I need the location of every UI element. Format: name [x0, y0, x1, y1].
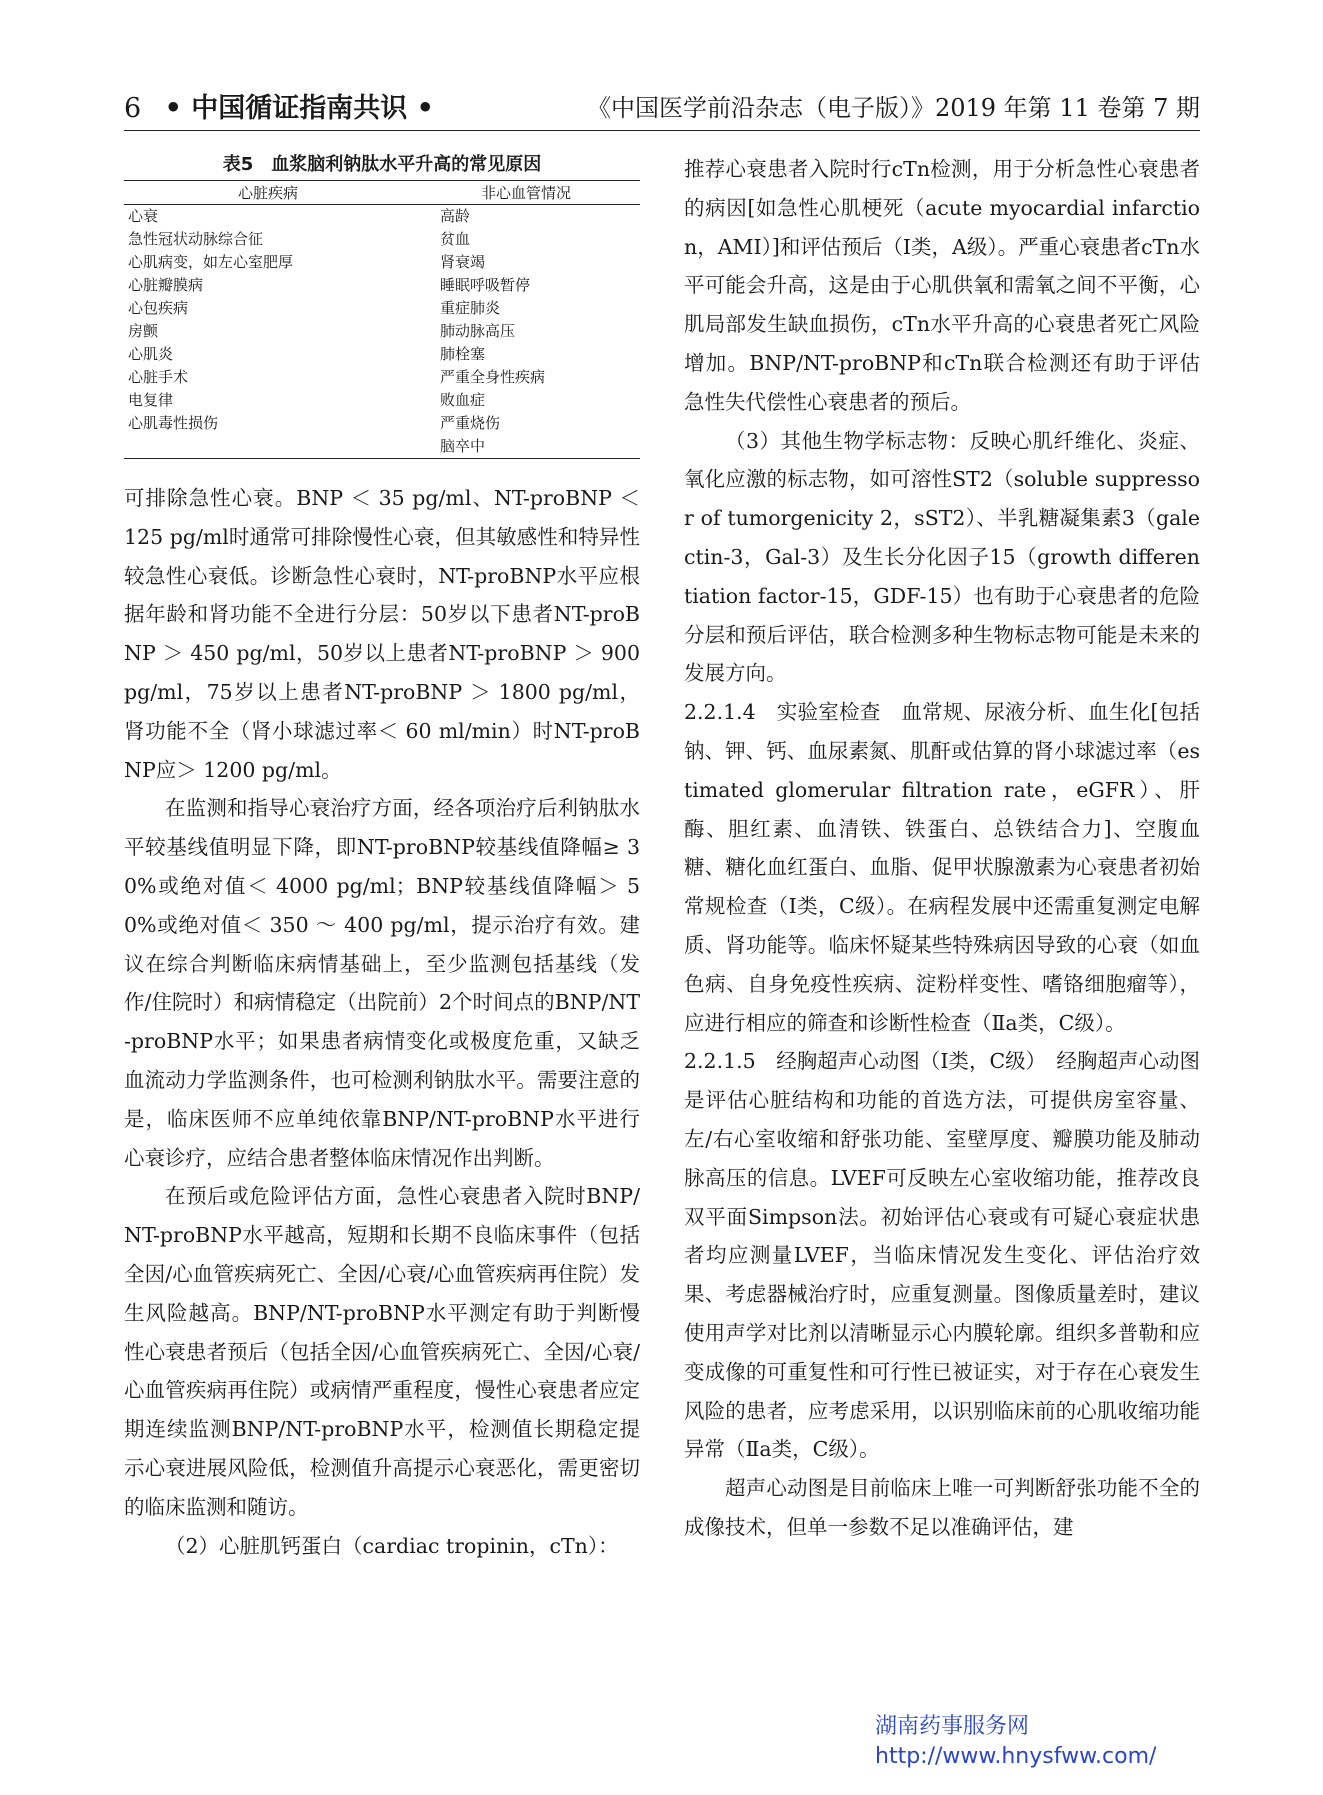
watermark-url: http://www.hnysfww.com/ [875, 1744, 1157, 1769]
page-header [124, 86, 1200, 126]
table-cell: 心脏手术 [128, 368, 189, 386]
body-paragraph: 推荐心衰患者入院时行cTn检测，用于分析急性心衰患者的病因[如急性心肌梗死（acute myocardial infarction，AMI）]和评估预后（Ⅰ类，A级）。严重心衰患者cTn水平可能会升高，这是由于心肌供氧和需氧之间不平衡，心肌局部发生缺血损伤，cTn水平升高的心衰患者死亡风险增加。BNP/NT-proBNP和cTn联合检测还有助于评估急性失代偿性心衰患者的预后。 [684, 157, 1200, 414]
table-row [124, 435, 640, 459]
table-header-cardiac: 心脏疾病 [124, 181, 412, 205]
table-row [124, 251, 640, 274]
table-cell: 心肌病变，如左心室肥厚 [128, 253, 294, 271]
body-paragraph: 在预后或危险评估方面，急性心衰患者入院时BNP/NT-proBNP水平越高，短期和长期不良临床事件（包括全因/心血管疾病死亡、全因/心衰/心血管疾病再住院）发生风险越高。BNP/NT-proBNP水平测定有助于判断慢性心衰患者预后（包括全因/心血管疾病死亡、全因/心衰/心血管疾病再住院）或病情严重程度，慢性心衰患者应定期连续监测BNP/NT-proBNP水平，检测值长期稳定提示心衰进展风险低，检测值升高提示心衰恶化，需更密切的临床监测和随访。 [124, 1184, 640, 1519]
table-cell: 严重全身性疾病 [439, 368, 545, 386]
table-cell: 心脏瓣膜病 [128, 276, 204, 294]
header-rule [124, 130, 1200, 131]
table-cell: 急性冠状动脉综合征 [128, 230, 264, 248]
table-row [124, 274, 640, 297]
series-title: • 中国循证指南共识 • [164, 93, 434, 124]
table-cell: 心包疾病 [128, 299, 189, 317]
table-cell: 肾衰竭 [439, 253, 485, 271]
table-row [124, 343, 640, 366]
page-number: 6 [124, 93, 142, 124]
left-column [124, 150, 640, 1565]
table-cell: 肺栓塞 [439, 345, 485, 363]
table-cell: 房颤 [128, 322, 159, 340]
journal-citation: 《中国医学前沿杂志（电子版）》2019 年第 11 卷第 7 期 [586, 94, 1200, 122]
table-cell: 贫血 [439, 230, 470, 248]
table-cell [124, 435, 412, 459]
table-row [124, 389, 640, 412]
section-2-2-1-5: 2.2.1.5 经胸超声心动图（Ⅰ类，C级） 经胸超声心动图是评估心脏结构和功能的首选方法，可提供房室容量、左/右心室收缩和舒张功能、室壁厚度、瓣膜功能及肺动脉高压的信息。LVEF可反映左心室收缩功能，推荐改良双平面Simpson法。初始评估心衰或有可疑心衰症状患者均应测量LVEF，当临床情况发生变化、评估治疗效果、考虑器械治疗时，应重复测量。图像质量差时，建议使用声学对比剂以清晰显示心内膜轮廓。组织多普勒和应变成像的可重复性和可行性已被证实，对于存在心衰发生风险的患者，应考虑采用，以识别临床前的心肌收缩功能异常（Ⅱa类，C级）。 [684, 1049, 1200, 1462]
table-cell: 心衰 [128, 207, 159, 225]
body-paragraph: 在监测和指导心衰治疗方面，经各项治疗后利钠肽水平较基线值明显下降，即NT-proBNP较基线值降幅≥ 30%或绝对值＜ 4000 pg/ml；BNP较基线值降幅＞ 50%或绝对值＜ 350 ～ 400 pg/ml，提示治疗有效。建议在综合判断临床病情基础上，至少监测包括基线（发作/住院时）和病情稳定（出院前）2个时间点的BNP/NT-proBNP水平；如果患者病情变化或极度危重，又缺乏血流动力学监测条件，也可检测利钠肽水平。需要注意的是，临床医师不应单纯依靠BNP/NT-proBNP水平进行心衰诊疗，应结合患者整体临床情况作出判断。 [124, 796, 640, 1170]
table-cell: 重症肺炎 [439, 299, 500, 317]
table-row [124, 228, 640, 251]
header-left [124, 86, 434, 125]
body-paragraph: 超声心动图是目前临床上唯一可判断舒张功能不全的成像技术，但单一参数不足以准确评估，建 [684, 1476, 1200, 1539]
table-row [124, 205, 640, 229]
table-cell: 肺动脉高压 [439, 322, 515, 340]
watermark [875, 1712, 1156, 1772]
table-cell: 严重烧伤 [439, 414, 500, 432]
table-cell: 心肌毒性损伤 [128, 414, 219, 432]
table-title: 表5 血浆脑利钠肽水平升高的常见原因 [222, 154, 542, 175]
table-5 [124, 150, 640, 459]
table-cell: 高龄 [439, 207, 470, 225]
table-row [124, 297, 640, 320]
table-cell: 电复律 [128, 391, 174, 409]
body-paragraph: 可排除急性心衰。BNP ＜ 35 pg/ml、NT-proBNP ＜ 125 pg/ml时通常可排除慢性心衰，但其敏感性和特异性较急性心衰低。诊断急性心衰时，NT-proBNP水平应根据年龄和肾功能不全进行分层：50岁以下患者NT-proBNP ＞ 450 pg/ml，50岁以上患者NT-proBNP ＞ 900 pg/ml，75岁以上患者NT-proBNP ＞ 1800 pg/ml，肾功能不全（肾小球滤过率＜ 60 ml/min）时NT-proBNP应＞ 1200 pg/ml。 [124, 486, 640, 782]
section-2-2-1-4: 2.2.1.4 实验室检查 血常规、尿液分析、血生化[包括钠、钾、钙、血尿素氮、肌酐或估算的肾小球滤过率（estimated glomerular filtration rate，eGFR）、肝酶、胆红素、血清铁、铁蛋白、总铁结合力]、空腹血糖、糖化血红蛋白、血脂、促甲状腺激素为心衰患者初始常规检查（Ⅰ类，C级）。在病程发展中还需重复测定电解质、肾功能等。临床怀疑某些特殊病因导致的心衰（如血色病、自身免疫性疾病、淀粉样变性、嗜铬细胞瘤等），应进行相应的筛查和诊断性检查（Ⅱa类，C级）。 [684, 700, 1200, 1035]
body-paragraph: （2）心脏肌钙蛋白（cardiac tropinin，cTn）： [165, 1533, 619, 1558]
table-cell: 心肌炎 [128, 345, 174, 363]
right-column [684, 150, 1200, 1547]
table-row [124, 366, 640, 389]
table-cell: 脑卒中 [412, 435, 640, 459]
watermark-site-name: 湖南药事服务网 [875, 1714, 1030, 1739]
table-cell: 败血症 [439, 391, 485, 409]
body-paragraph: （3）其他生物学标志物：反映心肌纤维化、炎症、氧化应激的标志物，如可溶性ST2（soluble suppressor of tumorgenicity 2，sST2）、半乳糖凝集素3（galectin-3，Gal-3）及生长分化因子15（growth differentiation factor-15，GDF-15）也有助于心衰患者的危险分层和预后评估，联合检测多种生物标志物可能是未来的发展方向。 [684, 428, 1200, 686]
table-header-noncardiac: 非心血管情况 [412, 181, 640, 205]
bnp-causes-table [124, 180, 640, 459]
table-cell: 睡眠呼吸暂停 [439, 276, 530, 294]
table-row [124, 320, 640, 343]
table-row [124, 412, 640, 435]
